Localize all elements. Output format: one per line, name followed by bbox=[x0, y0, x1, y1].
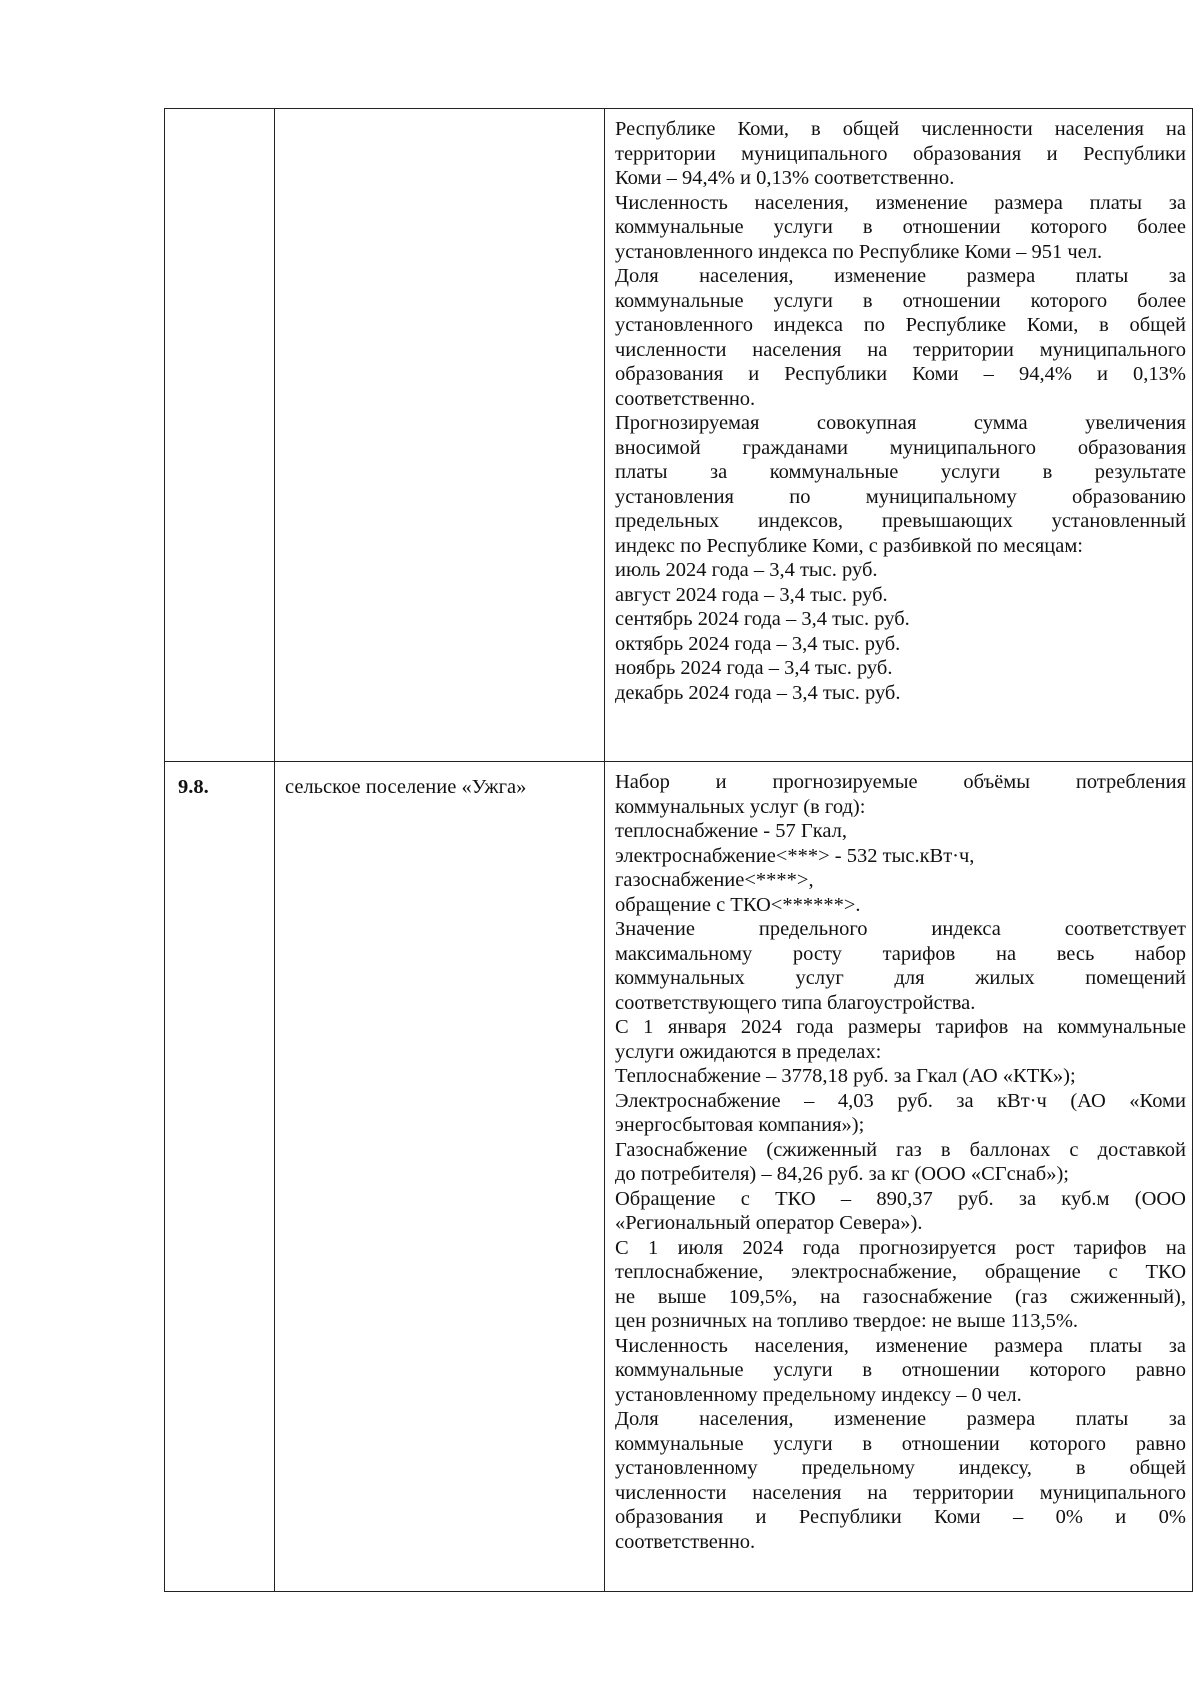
text-line: август 2024 года – 3,4 тыс. руб. bbox=[615, 583, 888, 606]
row-description-cell bbox=[605, 762, 1193, 1592]
text-line: территории муниципального образования и Республики bbox=[615, 142, 1186, 165]
text-line: цен розничных на топливо твердое: не выше 113,5%. bbox=[615, 1310, 1079, 1332]
text-line: установленного индекса по Республике Коми – 951 чел. bbox=[615, 240, 1103, 263]
text-line: декабрь 2024 года – 3,4 тыс. руб. bbox=[615, 681, 901, 704]
row-description-cell bbox=[605, 109, 1193, 762]
row-name-cell bbox=[275, 109, 605, 762]
row-number-cell: 9.8. bbox=[165, 762, 275, 1592]
text-line: «Региональный оператор Севера»). bbox=[615, 1212, 923, 1234]
text-line: до потребителя) – 84,26 руб. за кг (ООО «СГснаб»); bbox=[615, 1163, 1069, 1185]
text-line: Численность населения, изменение размера платы за bbox=[615, 1334, 1186, 1357]
text-line: Численность населения, изменение размера платы за bbox=[615, 191, 1186, 214]
text-line: коммунальные услуги в отношении которого более bbox=[615, 289, 1186, 312]
text-line: соответственно. bbox=[615, 1530, 756, 1553]
text-line: Газоснабжение (сжиженный газ в баллонах с доставкой bbox=[615, 1138, 1186, 1161]
text-line: платы за коммунальные услуги в результате bbox=[615, 461, 1186, 483]
text-line: Прогнозируемая совокупная сумма увеличения bbox=[615, 412, 1186, 434]
text-line: соответственно. bbox=[615, 387, 756, 410]
text-line: энергосбытовая компания»); bbox=[615, 1114, 865, 1136]
row-number-cell bbox=[165, 109, 275, 762]
text-line: теплоснабжение, электроснабжение, обращение с ТКО bbox=[615, 1261, 1186, 1283]
text-line: июль 2024 года – 3,4 тыс. руб. bbox=[615, 559, 878, 581]
document-table bbox=[164, 108, 1193, 1592]
text-line: Значение предельного индекса соответствует bbox=[615, 918, 1186, 940]
text-line: С 1 июля 2024 года прогнозируется рост тарифов на bbox=[615, 1236, 1186, 1259]
text-line: образования и Республики Коми – 94,4% и 0,13% bbox=[615, 363, 1186, 385]
row-name-cell: сельское поселение «Ужга» bbox=[275, 762, 605, 1592]
text-line: индекс по Республике Коми, с разбивкой по месяцам: bbox=[615, 534, 1083, 557]
text-line: октябрь 2024 года – 3,4 тыс. руб. bbox=[615, 632, 901, 655]
table-row bbox=[165, 762, 1193, 1592]
text-line: установления по муниципальному образованию bbox=[615, 485, 1186, 508]
text-line: электроснабжение<***> - 532 тыс.кВт·ч, bbox=[615, 844, 975, 867]
text-line: коммунальные услуги в отношении которого равно bbox=[615, 1432, 1186, 1455]
text-line: численности населения на территории муниципального bbox=[615, 338, 1186, 361]
text-line: Доля населения, изменение размера платы за bbox=[615, 1408, 1186, 1430]
text-line: Набор и прогнозируемые объёмы потребления bbox=[615, 771, 1186, 793]
text-line: газоснабжение<****>, bbox=[615, 869, 814, 891]
text-line: Теплоснабжение – 3778,18 руб. за Гкал (АО «КТК»); bbox=[615, 1065, 1076, 1087]
text-line: С 1 января 2024 года размеры тарифов на коммунальные bbox=[615, 1016, 1186, 1038]
text-line: коммунальных услуг (в год): bbox=[615, 795, 866, 818]
text-line: Обращение с ТКО – 890,37 руб. за куб.м (ООО bbox=[615, 1187, 1186, 1210]
text-line: обращение с ТКО<******>. bbox=[615, 893, 861, 916]
text-line: услуги ожидаются в пределах: bbox=[615, 1040, 882, 1063]
text-line: установленного индекса по Республике Коми, в общей bbox=[615, 314, 1186, 336]
text-line: численности населения на территории муниципального bbox=[615, 1481, 1186, 1504]
text-line: максимальному росту тарифов на весь набор bbox=[615, 942, 1186, 965]
text-line: вносимой гражданами муниципального образования bbox=[615, 436, 1186, 459]
text-line: предельных индексов, превышающих установленный bbox=[615, 510, 1186, 532]
table-row bbox=[165, 109, 1193, 762]
text-line: коммунальные услуги в отношении которого равно bbox=[615, 1359, 1186, 1381]
text-line: сентябрь 2024 года – 3,4 тыс. руб. bbox=[615, 608, 910, 630]
text-line: коммунальных услуг для жилых помещений bbox=[615, 967, 1186, 989]
text-line: теплоснабжение - 57 Гкал, bbox=[615, 820, 847, 842]
description-text bbox=[615, 117, 1186, 705]
description-text bbox=[615, 770, 1186, 1554]
text-line: Электроснабжение – 4,03 руб. за кВт·ч (АО «Коми bbox=[615, 1089, 1186, 1112]
text-line: установленному предельному индексу, в общей bbox=[615, 1457, 1186, 1479]
text-line: образования и Республики Коми – 0% и 0% bbox=[615, 1506, 1186, 1528]
text-line: не выше 109,5%, на газоснабжение (газ сжиженный), bbox=[615, 1285, 1186, 1308]
text-line: установленному предельному индексу – 0 чел. bbox=[615, 1383, 1022, 1406]
text-line: соответствующего типа благоустройства. bbox=[615, 991, 976, 1014]
text-line: Республике Коми, в общей численности населения на bbox=[615, 118, 1186, 140]
text-line: Коми – 94,4% и 0,13% соответственно. bbox=[615, 167, 955, 189]
text-line: коммунальные услуги в отношении которого более bbox=[615, 216, 1186, 238]
text-line: Доля населения, изменение размера платы за bbox=[615, 265, 1186, 287]
text-line: ноябрь 2024 года – 3,4 тыс. руб. bbox=[615, 657, 893, 679]
